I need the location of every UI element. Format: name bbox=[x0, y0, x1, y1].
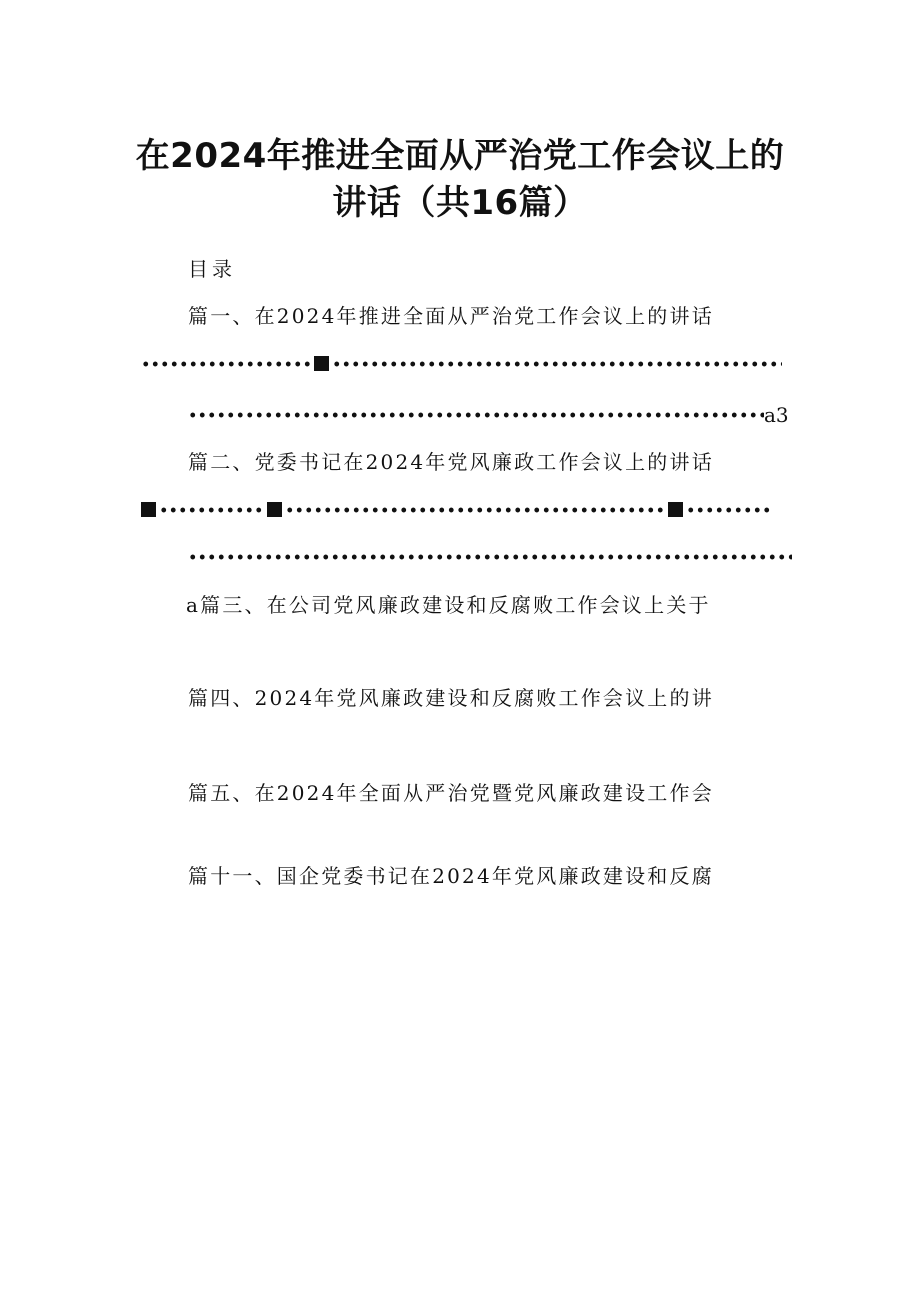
document-title-line-1: 在2024年推进全面从严治党工作会议上的 bbox=[135, 136, 785, 176]
square-glyph-icon bbox=[314, 356, 329, 371]
toc-leader-1b bbox=[188, 403, 794, 423]
toc-entry-2[interactable]: 篇二、党委书记在2024年党风廉政工作会议上的讲话 bbox=[188, 450, 714, 474]
toc-entry-4[interactable]: 篇四、2024年党风廉政建设和反腐败工作会议上的讲 bbox=[188, 686, 714, 710]
toc-entry-1[interactable]: 篇一、在2024年推进全面从严治党工作会议上的讲话 bbox=[188, 304, 714, 328]
dot-leader bbox=[141, 361, 311, 367]
dot-leader bbox=[285, 507, 665, 513]
square-glyph-icon bbox=[668, 502, 683, 517]
toc-entry-5[interactable]: 篇五、在2024年全面从严治党暨党风廉政建设工作会 bbox=[188, 781, 714, 805]
page-number: a3 bbox=[764, 403, 789, 423]
toc-entry-3[interactable]: a篇三、在公司党风廉政建设和反腐败工作会议上关于 bbox=[186, 593, 711, 617]
square-glyph-icon bbox=[141, 502, 156, 517]
toc-entry-11[interactable]: 篇十一、国企党委书记在2024年党风廉政建设和反腐 bbox=[188, 864, 714, 888]
dot-leader bbox=[332, 361, 782, 367]
dot-leader bbox=[188, 554, 792, 560]
dot-leader bbox=[188, 412, 764, 418]
toc-leader-1a bbox=[141, 352, 791, 372]
dot-leader bbox=[159, 507, 264, 513]
dot-leader bbox=[686, 507, 771, 513]
toc-heading: 目录 bbox=[188, 257, 236, 281]
toc-leader-2b bbox=[188, 545, 792, 565]
square-glyph-icon bbox=[267, 502, 282, 517]
document-title-line-2: 讲话（共16篇） bbox=[332, 183, 588, 223]
toc-leader-2a bbox=[141, 498, 791, 518]
